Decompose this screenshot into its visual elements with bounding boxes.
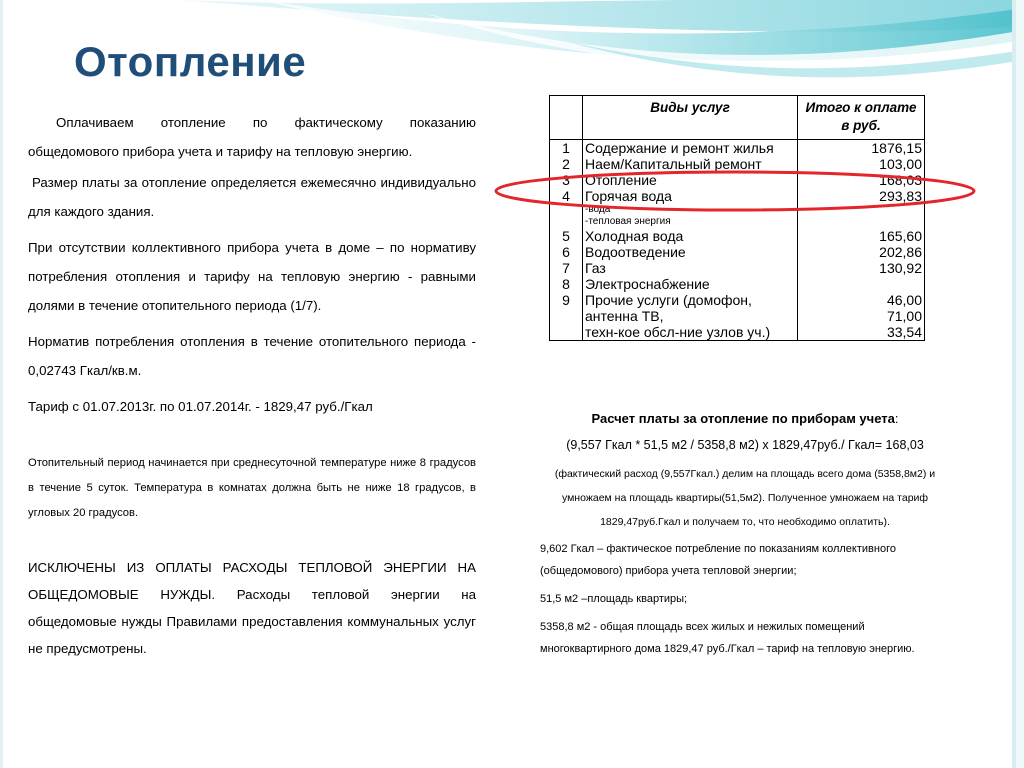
row-number: 7: [550, 260, 583, 276]
definition-total-area: 5358,8 м2 - общая площадь всех жилых и нежилых помещений многоквартирного дома 1829,47 руб./Гкал – тариф на тепловую энергию.: [540, 621, 915, 655]
row-subitem-water: -вода: [585, 204, 611, 215]
calculation-title: [540, 410, 950, 427]
row-service: Содержание и ремонт жилья: [583, 140, 798, 157]
calculation-formula: (9,557 Гкал * 51,5 м2 / 5358,8 м2) х 1829,47руб./ Гкал= 168,03: [566, 438, 924, 452]
row-service: Газ: [583, 260, 798, 276]
paragraph-payment-basis: Оплачиваем отопление по фактическому показанию общедомового прибора учета и тарифу на тепловую энергию.: [28, 115, 476, 159]
calculation-title-text: Расчет платы за отопление по приборам учета: [591, 411, 895, 426]
row-service: Наем/Капитальный ремонт: [583, 156, 798, 172]
calculation-title-colon: :: [894, 411, 899, 426]
row-service: Электроснабжение: [583, 276, 798, 292]
definition-apartment-area: 51,5 м2 –площадь квартиры;: [540, 593, 688, 605]
header-total-cell: Итого к оплате в руб.: [798, 96, 925, 140]
paragraph-fee-calculation: Размер платы за отопление определяется ежемесячно индивидуально для каждого здания.: [28, 175, 476, 219]
header-service-cell: Виды услуг: [583, 96, 798, 140]
row-service-main: Горячая вода: [585, 188, 672, 204]
row-service-line: Прочие услуги (домофон,: [585, 292, 752, 308]
header-number-cell: [550, 96, 583, 140]
row-amount: 1876,15: [798, 140, 925, 157]
row-amount: 130,92: [798, 260, 925, 276]
row-amount: [798, 276, 925, 292]
paragraph-excluded-costs: ИСКЛЮЧЕНЫ ИЗ ОПЛАТЫ РАСХОДЫ ТЕПЛОВОЙ ЭНЕРГИИ НА ОБЩЕДОМОВЫЕ НУЖДЫ. Расходы тепловой энергии на общедомовые нужды Правилами предоставления коммунальных услуг не предусмотрены.: [28, 560, 476, 656]
row-amount-line: 71,00: [886, 308, 922, 324]
paragraph-heating-period: Отопительный период начинается при среднесуточной температуре ниже 8 градусов в течение 5 суток. Температура в комнатах должна быть не ниже 18 градусов, в угловых 20 градусов.: [28, 457, 476, 519]
row-number: 4: [550, 188, 583, 228]
row-service: Водоотведение: [583, 244, 798, 260]
table-row: [550, 188, 925, 228]
table-row: [550, 228, 925, 244]
row-number: 6: [550, 244, 583, 260]
row-number: 1: [550, 140, 583, 157]
row-service: [583, 188, 798, 228]
table-row: [550, 276, 925, 292]
row-number: 3: [550, 172, 583, 188]
row-service: Холодная вода: [583, 228, 798, 244]
table-row: [550, 260, 925, 276]
row-service: Отопление: [583, 172, 798, 188]
row-amount: 293,83: [798, 188, 925, 228]
row-amount: 168,03: [798, 172, 925, 188]
row-amount: 165,60: [798, 228, 925, 244]
definition-actual-consumption: 9,602 Гкал – фактическое потребление по показаниям коллективного (общедомового) прибора учета тепловой энергии;: [540, 543, 896, 577]
table-row: [550, 156, 925, 172]
row-amount-line: 33,54: [886, 324, 922, 340]
row-service-line: антенна ТВ,: [585, 308, 664, 324]
row-amount: 202,86: [798, 244, 925, 260]
row-service-line: техн-кое обсл-ние узлов уч.): [585, 324, 771, 340]
table-header-row: [550, 96, 925, 140]
services-table: [549, 95, 925, 341]
row-number: 2: [550, 156, 583, 172]
table-row: [550, 140, 925, 157]
row-number: 8: [550, 276, 583, 292]
table-row: [550, 244, 925, 260]
row-amount: 103,00: [798, 156, 925, 172]
paragraph-no-meter: При отсутствии коллективного прибора учета в доме – по нормативу потребления отопления и тарифу на тепловую энергию - равными долями в течение отопительного периода (1/7).: [28, 240, 476, 313]
paragraph-norm: Норматив потребления отопления в течение отопительного периода - 0,02743 Гкал/кв.м.: [28, 334, 476, 378]
row-service: [583, 292, 798, 341]
row-amount: [798, 292, 925, 341]
row-number: 5: [550, 228, 583, 244]
row-number: 9: [550, 292, 583, 341]
page-title: Отопление: [74, 38, 307, 85]
calculation-section: [540, 410, 950, 660]
table-row: [550, 292, 925, 341]
calculation-explanation: (фактический расход (9,557Гкал.) делим на площадь всего дома (5358,8м2) и умножаем на площадь квартиры(51,5м2). Полученное умножаем на тариф 1829,47руб.Гкал и получаем то, что необходимо оплатить).: [554, 468, 936, 528]
row-subitem-thermal: -тепловая энергия: [585, 216, 671, 227]
table-row-heating: [550, 172, 925, 188]
paragraph-tariff: Тариф с 01.07.2013г. по 01.07.2014г. - 1829,47 руб./Гкал: [28, 399, 373, 414]
left-text-column: [28, 108, 476, 662]
row-amount-line: 46,00: [886, 292, 922, 308]
